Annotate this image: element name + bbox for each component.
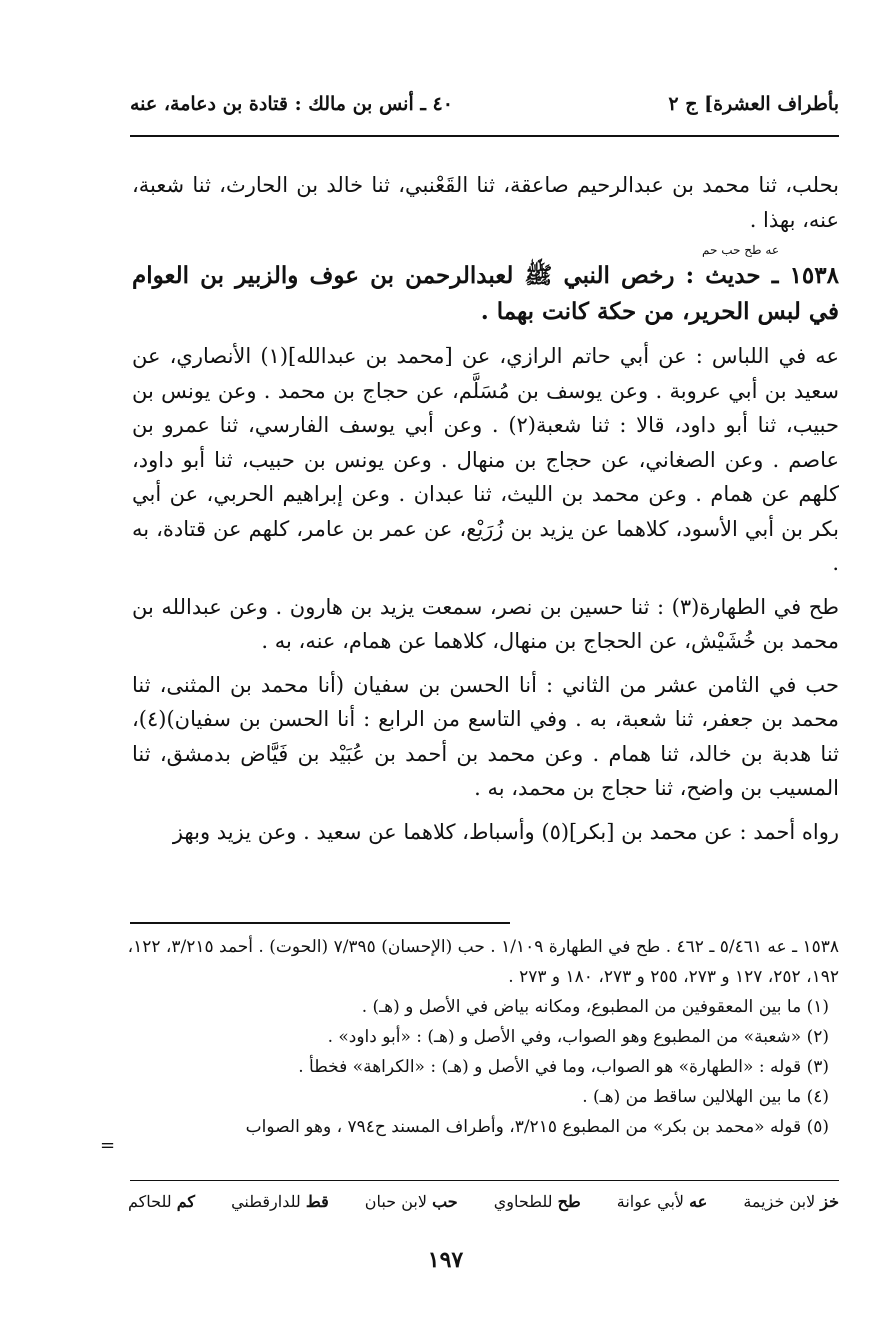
header-book-title: بأطراف العشرة] ج ٢ [668, 93, 839, 115]
paragraph-ibn-hibban: حب في الثامن عشر من الثاني : أنا الحسن بن سفيان (أنا محمد بن المثنى، ثنا محمد بن جعفر، ثنا شعبة، به . وفي التاسع من الرابع : أنا الحسن بن سفيان)(٤)، ثنا هدبة بن خالد، ثنا همام . وعن محمد بن أحمد بن عُبَيْد بن فَيَّاض بدمشق، ثنا المسيب بن واضح، ثنا حجاج بن محمد، به . [132, 672, 839, 800]
hadith-title-text: ١٥٣٨ ـ حديث : رخص النبي ﷺ لعبدالرحمن بن عوف والزبير بن العوام في لبس الحرير، من حكة كانت بهما . [132, 262, 839, 325]
continuation-mark: = [100, 1135, 116, 1156]
page-number: ١٩٧ [427, 1247, 464, 1273]
main-text [132, 168, 839, 858]
abbrev-item: كم للحاكم [128, 1192, 196, 1211]
hadith-sigla: عه طح حب حم [702, 243, 779, 257]
header-chapter-title: ٤٠ ـ أنس بن مالك : قتادة بن دعامة، عنه [130, 93, 453, 115]
paragraph-ahmad: رواه أحمد : عن محمد بن [بكر](٥) وأسباط، كلاهما عن سعيد . وعن يزيد وبهز [172, 819, 839, 844]
abbrev-item: خز لابن خزيمة [743, 1192, 839, 1211]
footnotes [108, 932, 839, 1142]
abbrev-item: قط للدارقطني [231, 1192, 329, 1211]
footnote-4: (٤) ما بين الهلالين ساقط من (هـ) . [582, 1087, 829, 1107]
footnote-3: (٣) قوله : «الطهارة» هو الصواب، وما في الأصل و (هـ) : «الكراهة» فخطأ . [298, 1057, 829, 1077]
footnote-2: (٢) «شعبة» من المطبوع وهو الصواب، وفي الأصل و (هـ) : «أبو داود» . [327, 1027, 829, 1047]
footnote-rule [130, 922, 510, 924]
abbrev-item: طح للطحاوي [493, 1192, 581, 1211]
paragraph-abu-awana: عه في اللباس : عن أبي حاتم الرازي، عن [محمد بن عبدالله](١) الأنصاري، عن سعيد بن أبي عروبة . وعن يوسف بن مُسَلَّم، عن حجاج بن محمد . وعن يونس بن حبيب، ثنا أبو داود، قالا : ثنا شعبة(٢) . وعن أبي يوسف الفارسي، ثنا عمرو بن عاصم . وعن الصغاني، عن حجاج بن منهال . وعن يونس بن حبيب، ثنا أبو داود، كلهم عن همام . وعن محمد بن الليث، ثنا عبدان . وعن إبراهيم الحربي، عن أبي بكر بن أبي الأسود، كلاهما عن يزيد بن زُرَيْع، عن عمر بن عامر، كلهم عن قتادة، به . [132, 344, 839, 575]
running-header [130, 84, 839, 124]
paragraph-continuation: بحلب، ثنا محمد بن عبدالرحيم صاعقة، ثنا القَعْنبي، ثنا خالد بن الحارث، ثنا شعبة، عنه، بهذا . [132, 173, 839, 232]
abbreviation-key [128, 1192, 839, 1211]
hadith-title [132, 244, 839, 330]
header-rule [130, 135, 839, 137]
abbrev-item: حب لابن حبان [364, 1192, 458, 1211]
footnote-source: ١٥٣٨ ـ عه ٥/٤٦١ ـ ٤٦٢ . طح في الطهارة ١/١٠٩ . حب (الإحسان) ٧/٣٩٥ (الحوت) . أحمد ٣/٢١٥، ١٢٢، ١٩٢، ٢٥٢، ١٢٧ و ٢٧٣، ٢٥٥ و ٢٧٣، ١٨٠ و ٢٧٣ . [127, 937, 839, 987]
footer-rule [130, 1180, 839, 1181]
paragraph-tahawi: طح في الطهارة(٣) : ثنا حسين بن نصر، سمعت يزيد بن هارون . وعن عبدالله بن محمد بن خُشَيْش، عن الحجاج بن منهال، كلاهما عن همام، عنه، به . [132, 594, 839, 653]
footnote-5: (٥) قوله «محمد بن بكر» من المطبوع ٣/٢١٥، وأطراف المسند ح٧٩٤ ، وهو الصواب [245, 1117, 829, 1137]
abbrev-item: عه لأبي عوانة [616, 1192, 708, 1211]
footnote-1: (١) ما بين المعقوفين من المطبوع، ومكانه بياض في الأصل و (هـ) . [361, 997, 829, 1017]
